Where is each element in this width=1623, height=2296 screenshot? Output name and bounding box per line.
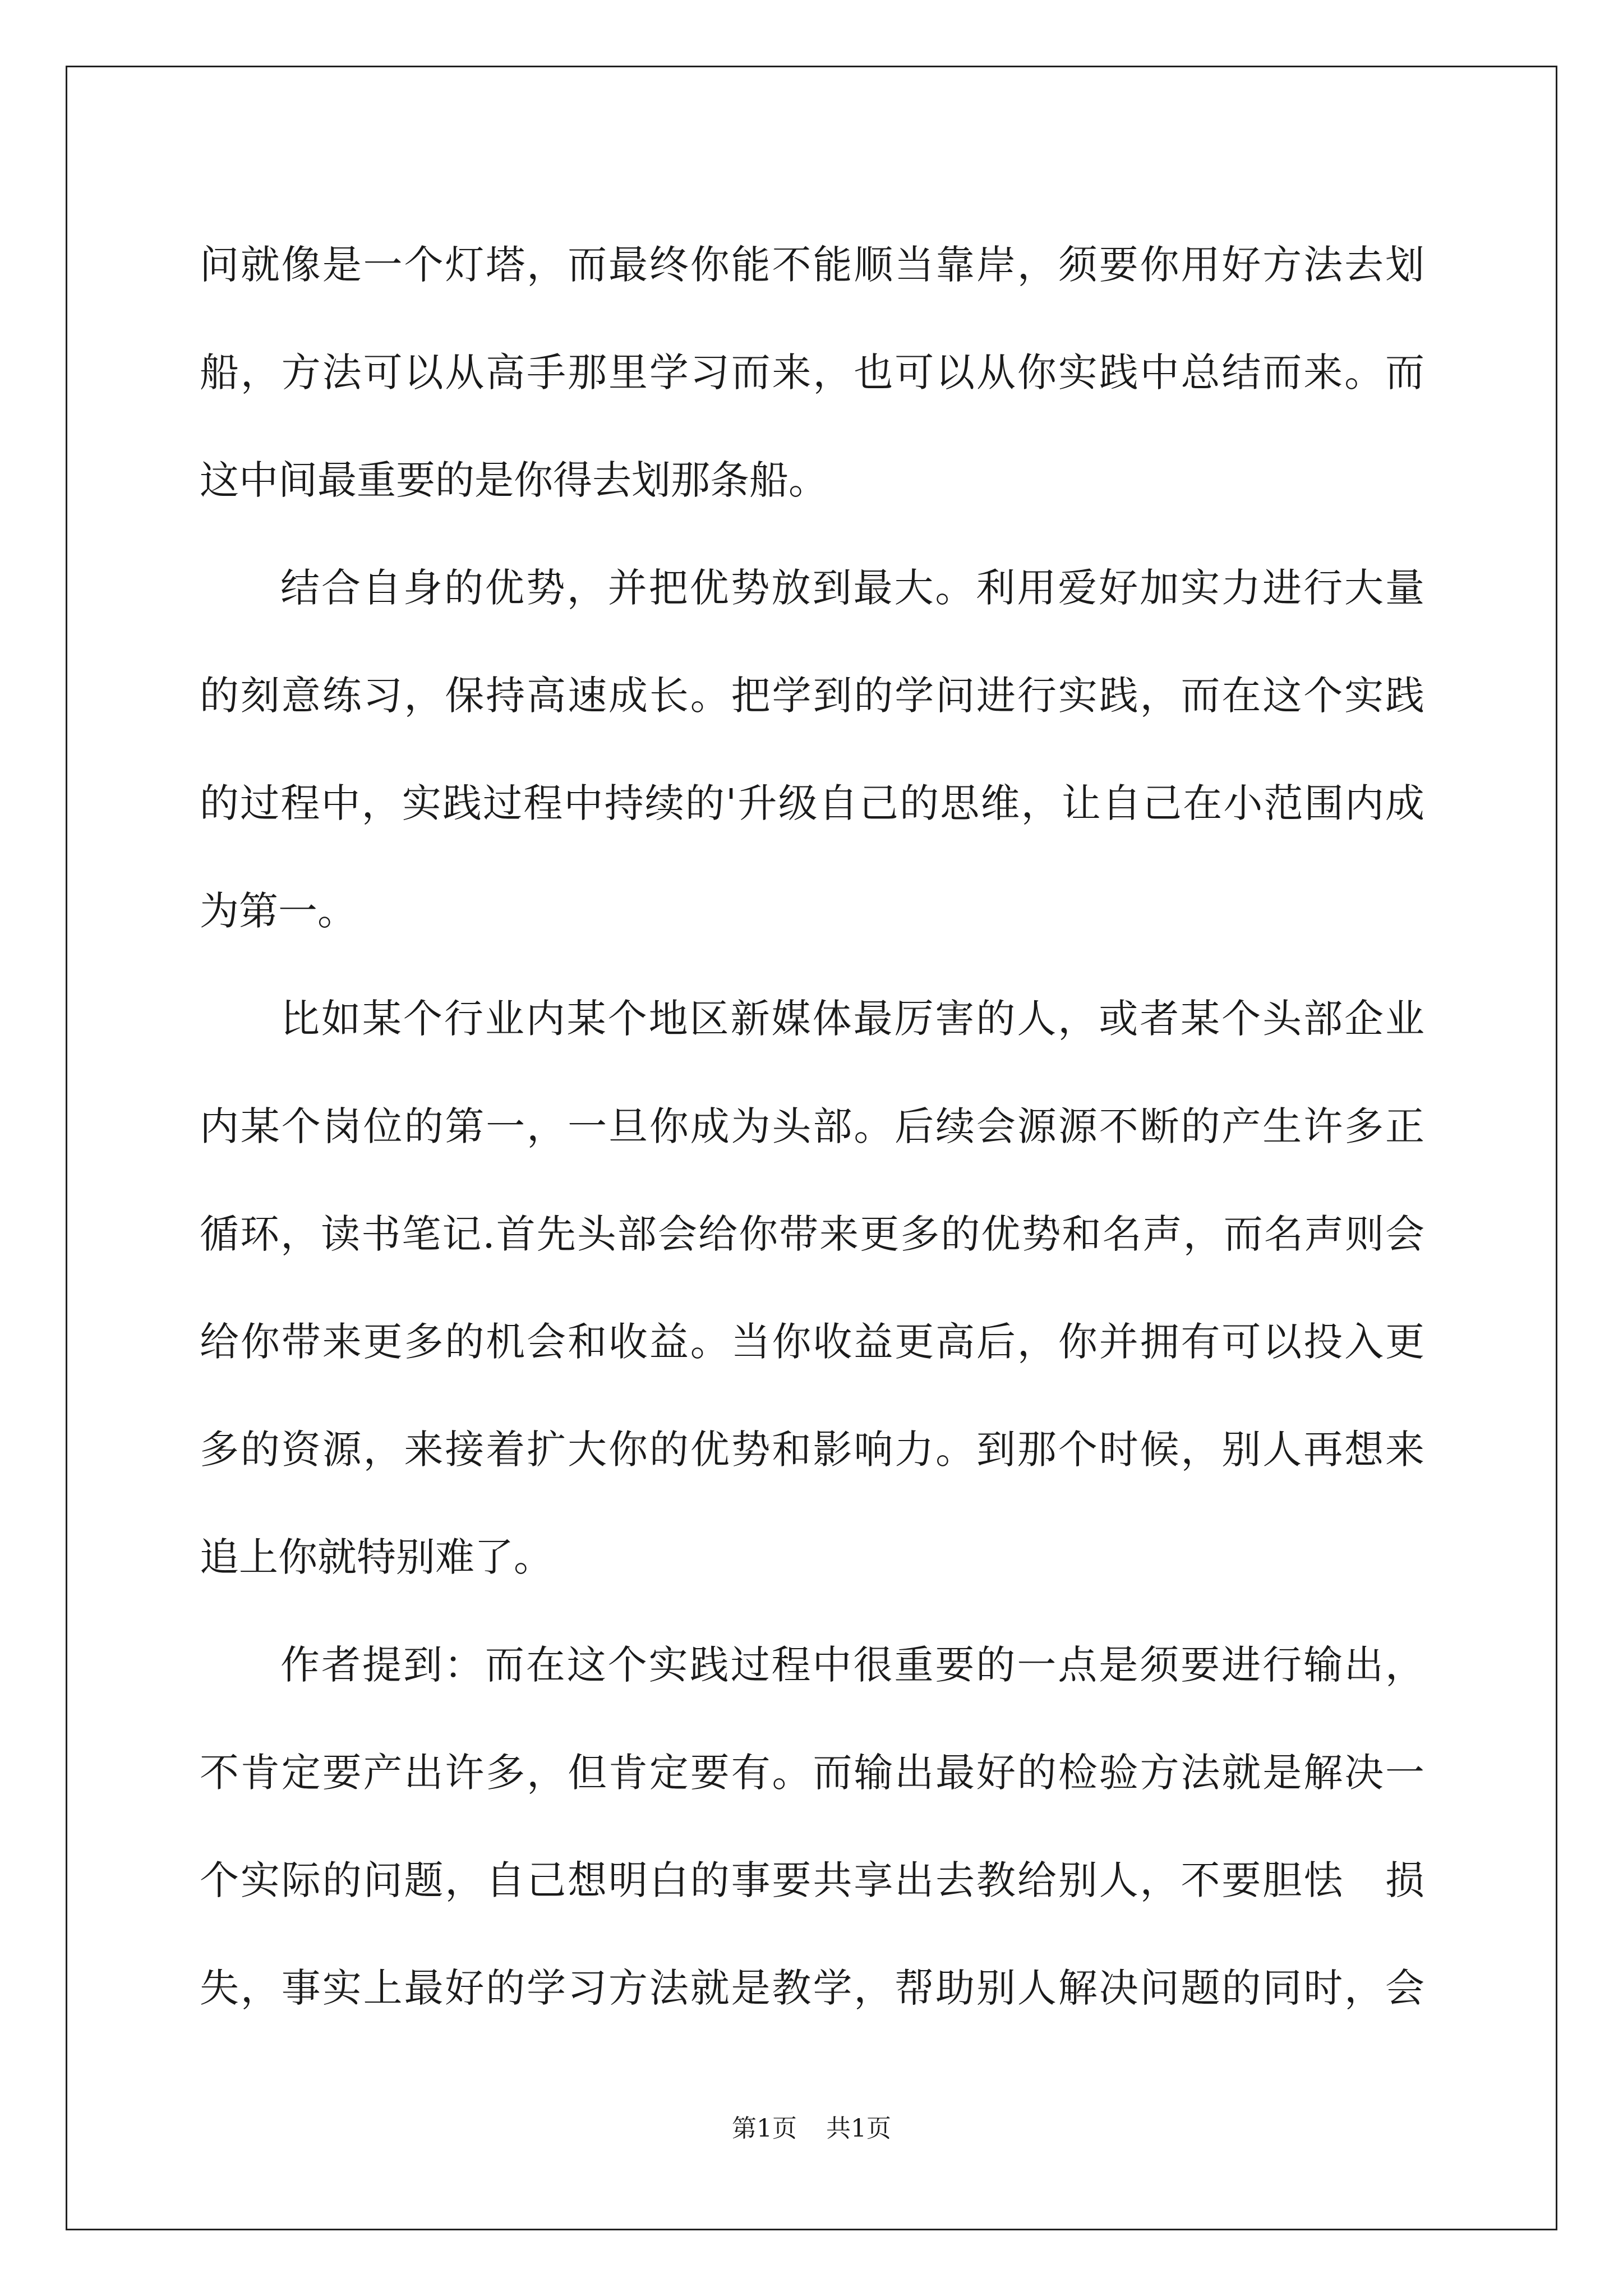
- text-line: 这中间最重要的是你得去划那条船。: [200, 457, 828, 503]
- text-line: 比如某个行业内某个地区新媒体最厉害的人，或者某个头部企业: [280, 996, 1424, 1042]
- page-number: 第1页: [732, 2114, 797, 2143]
- page-footer: [0, 2112, 1623, 2146]
- text-line: 内某个岗位的第一，一旦你成为头部。后续会源源不断的产生许多正: [200, 1103, 1424, 1149]
- text-line: 船，方法可以从高手那里学习而来，也可以从你实践中总结而来。而: [200, 349, 1424, 395]
- text-line: 为第一。: [200, 888, 357, 934]
- text-line: 的过程中，实践过程中持续的'升级自己的思维，让自己在小范围内成: [200, 780, 1424, 826]
- text-line: 的刻意练习，保持高速成长。把学到的学问进行实践，而在这个实践: [200, 673, 1424, 719]
- text-line: 结合自身的优势，并把优势放到最大。利用爱好加实力进行大量: [280, 565, 1424, 611]
- text-line: 问就像是一个灯塔，而最终你能不能顺当靠岸，须要你用好方法去划: [200, 242, 1424, 288]
- page-total: 共1页: [826, 2114, 891, 2143]
- text-line: 失，事实上最好的学习方法就是教学，帮助别人解决问题的同时，会: [200, 1965, 1424, 2011]
- text-line: 不肯定要产出许多，但肯定要有。而输出最好的检验方法就是解决一: [200, 1750, 1424, 1796]
- text-line: 给你带来更多的机会和收益。当你收益更高后，你并拥有可以投入更: [200, 1319, 1424, 1365]
- text-line: 循环，读书笔记.首先头部会给你带来更多的优势和名声，而名声则会: [200, 1211, 1424, 1257]
- text-line: 个实际的问题，自己想明白的事要共享出去教给别人，不要胆怯 损: [200, 1857, 1424, 1903]
- text-line: 多的资源，来接着扩大你的优势和影响力。到那个时候，别人再想来: [200, 1427, 1424, 1473]
- text-line: 作者提到：而在这个实践过程中很重要的一点是须要进行输出，: [280, 1642, 1424, 1688]
- document-body: [200, 211, 1424, 2042]
- text-line: 追上你就特别难了。: [200, 1534, 553, 1580]
